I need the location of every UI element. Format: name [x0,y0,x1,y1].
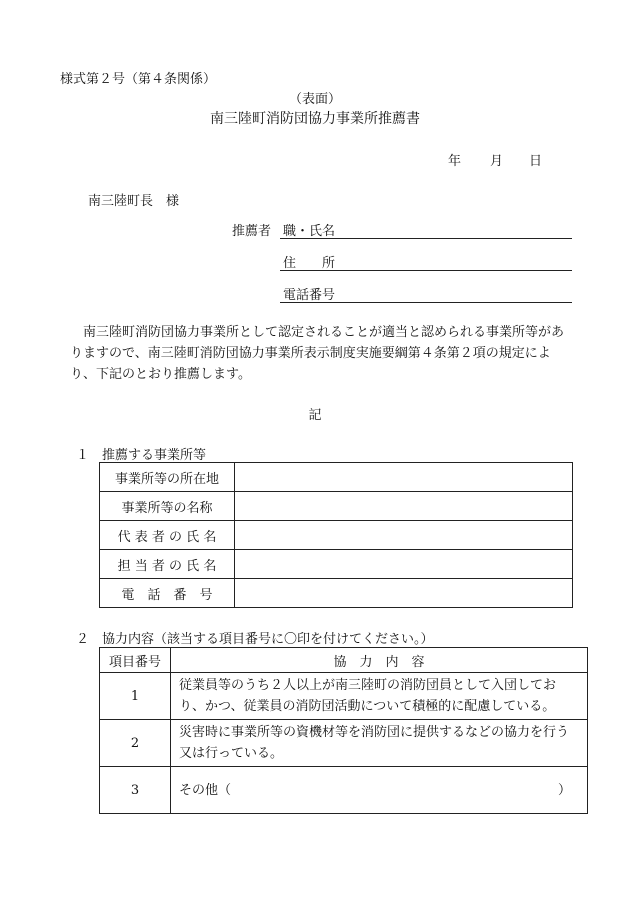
address-field-label: 住 所 [283,256,336,271]
date-day: 日 [529,154,543,169]
item-content-1: 従業員等のうち２人以上が南三陸町の消防団員として入団しており、かつ、従業員の消防団活動について積極的に配慮している。 [171,673,588,720]
item-content-3[interactable] [171,767,588,814]
row-value-phone[interactable] [235,579,573,608]
recommender-label: 推薦者 [232,224,272,239]
date-month: 月 [490,154,504,169]
ki-label: 記 [308,408,322,423]
addressee: 南三陸町長 様 [88,194,180,209]
page-title: 南三陸町消防団協力事業所推薦書 [210,111,420,127]
phone-field-line[interactable] [280,302,572,303]
name-field-line[interactable] [280,238,572,239]
table-row [100,579,573,608]
form-number: 様式第２号（第４条関係） [60,72,217,87]
table-row [100,492,573,521]
row-label-name: 事業所等の名称 [100,492,235,521]
col-header-content: 協 力 内 容 [171,648,588,673]
phone-field-label: 電話番号 [283,288,336,303]
item-number-1[interactable]: 1 [100,673,171,720]
section1-heading: １ 推薦する事業所等 [76,448,207,463]
item-number-3[interactable]: 3 [100,767,171,814]
row-value-representative[interactable] [235,521,573,550]
address-field-line[interactable] [280,270,572,271]
date-year: 年 [448,154,462,169]
form-side-label: （表面） [288,92,341,107]
row-label-phone: 電 話 番 号 [100,579,235,608]
row-value-location[interactable] [235,463,573,492]
body-paragraph: 南三陸町消防団協力事業所として認定されることが適当と認められる事業所等がありますので、南三陸町消防団協力事業所表示制度実施要綱第４条第２項の規定により、下記のとおり推薦します。 [70,325,565,382]
cooperation-table [99,647,588,814]
item-content-2: 災害時に事業所等の資機材等を消防団に提供するなどの協力を行う又は行っている。 [171,720,588,767]
row-label-location: 事業所等の所在地 [100,463,235,492]
table-row [100,521,573,550]
table-row [100,673,588,720]
establishment-table [99,462,573,608]
table-row [100,767,588,814]
row-value-name[interactable] [235,492,573,521]
row-value-contact-person[interactable] [235,550,573,579]
table-header-row [100,648,588,673]
table-row [100,463,573,492]
other-open-label: その他（ [179,782,232,798]
col-header-number: 項目番号 [100,648,171,673]
row-label-contact-person: 担 当 者 の 氏 名 [100,550,235,579]
table-row [100,550,573,579]
table-row [100,720,588,767]
row-label-representative: 代 表 者 の 氏 名 [100,521,235,550]
other-close-paren: ） [557,782,571,798]
section2-heading: ２ 協力内容（該当する項目番号に〇印を付けてください。） [76,632,434,647]
item-number-2[interactable]: 2 [100,720,171,767]
name-field-label: 職・氏名 [283,224,336,239]
